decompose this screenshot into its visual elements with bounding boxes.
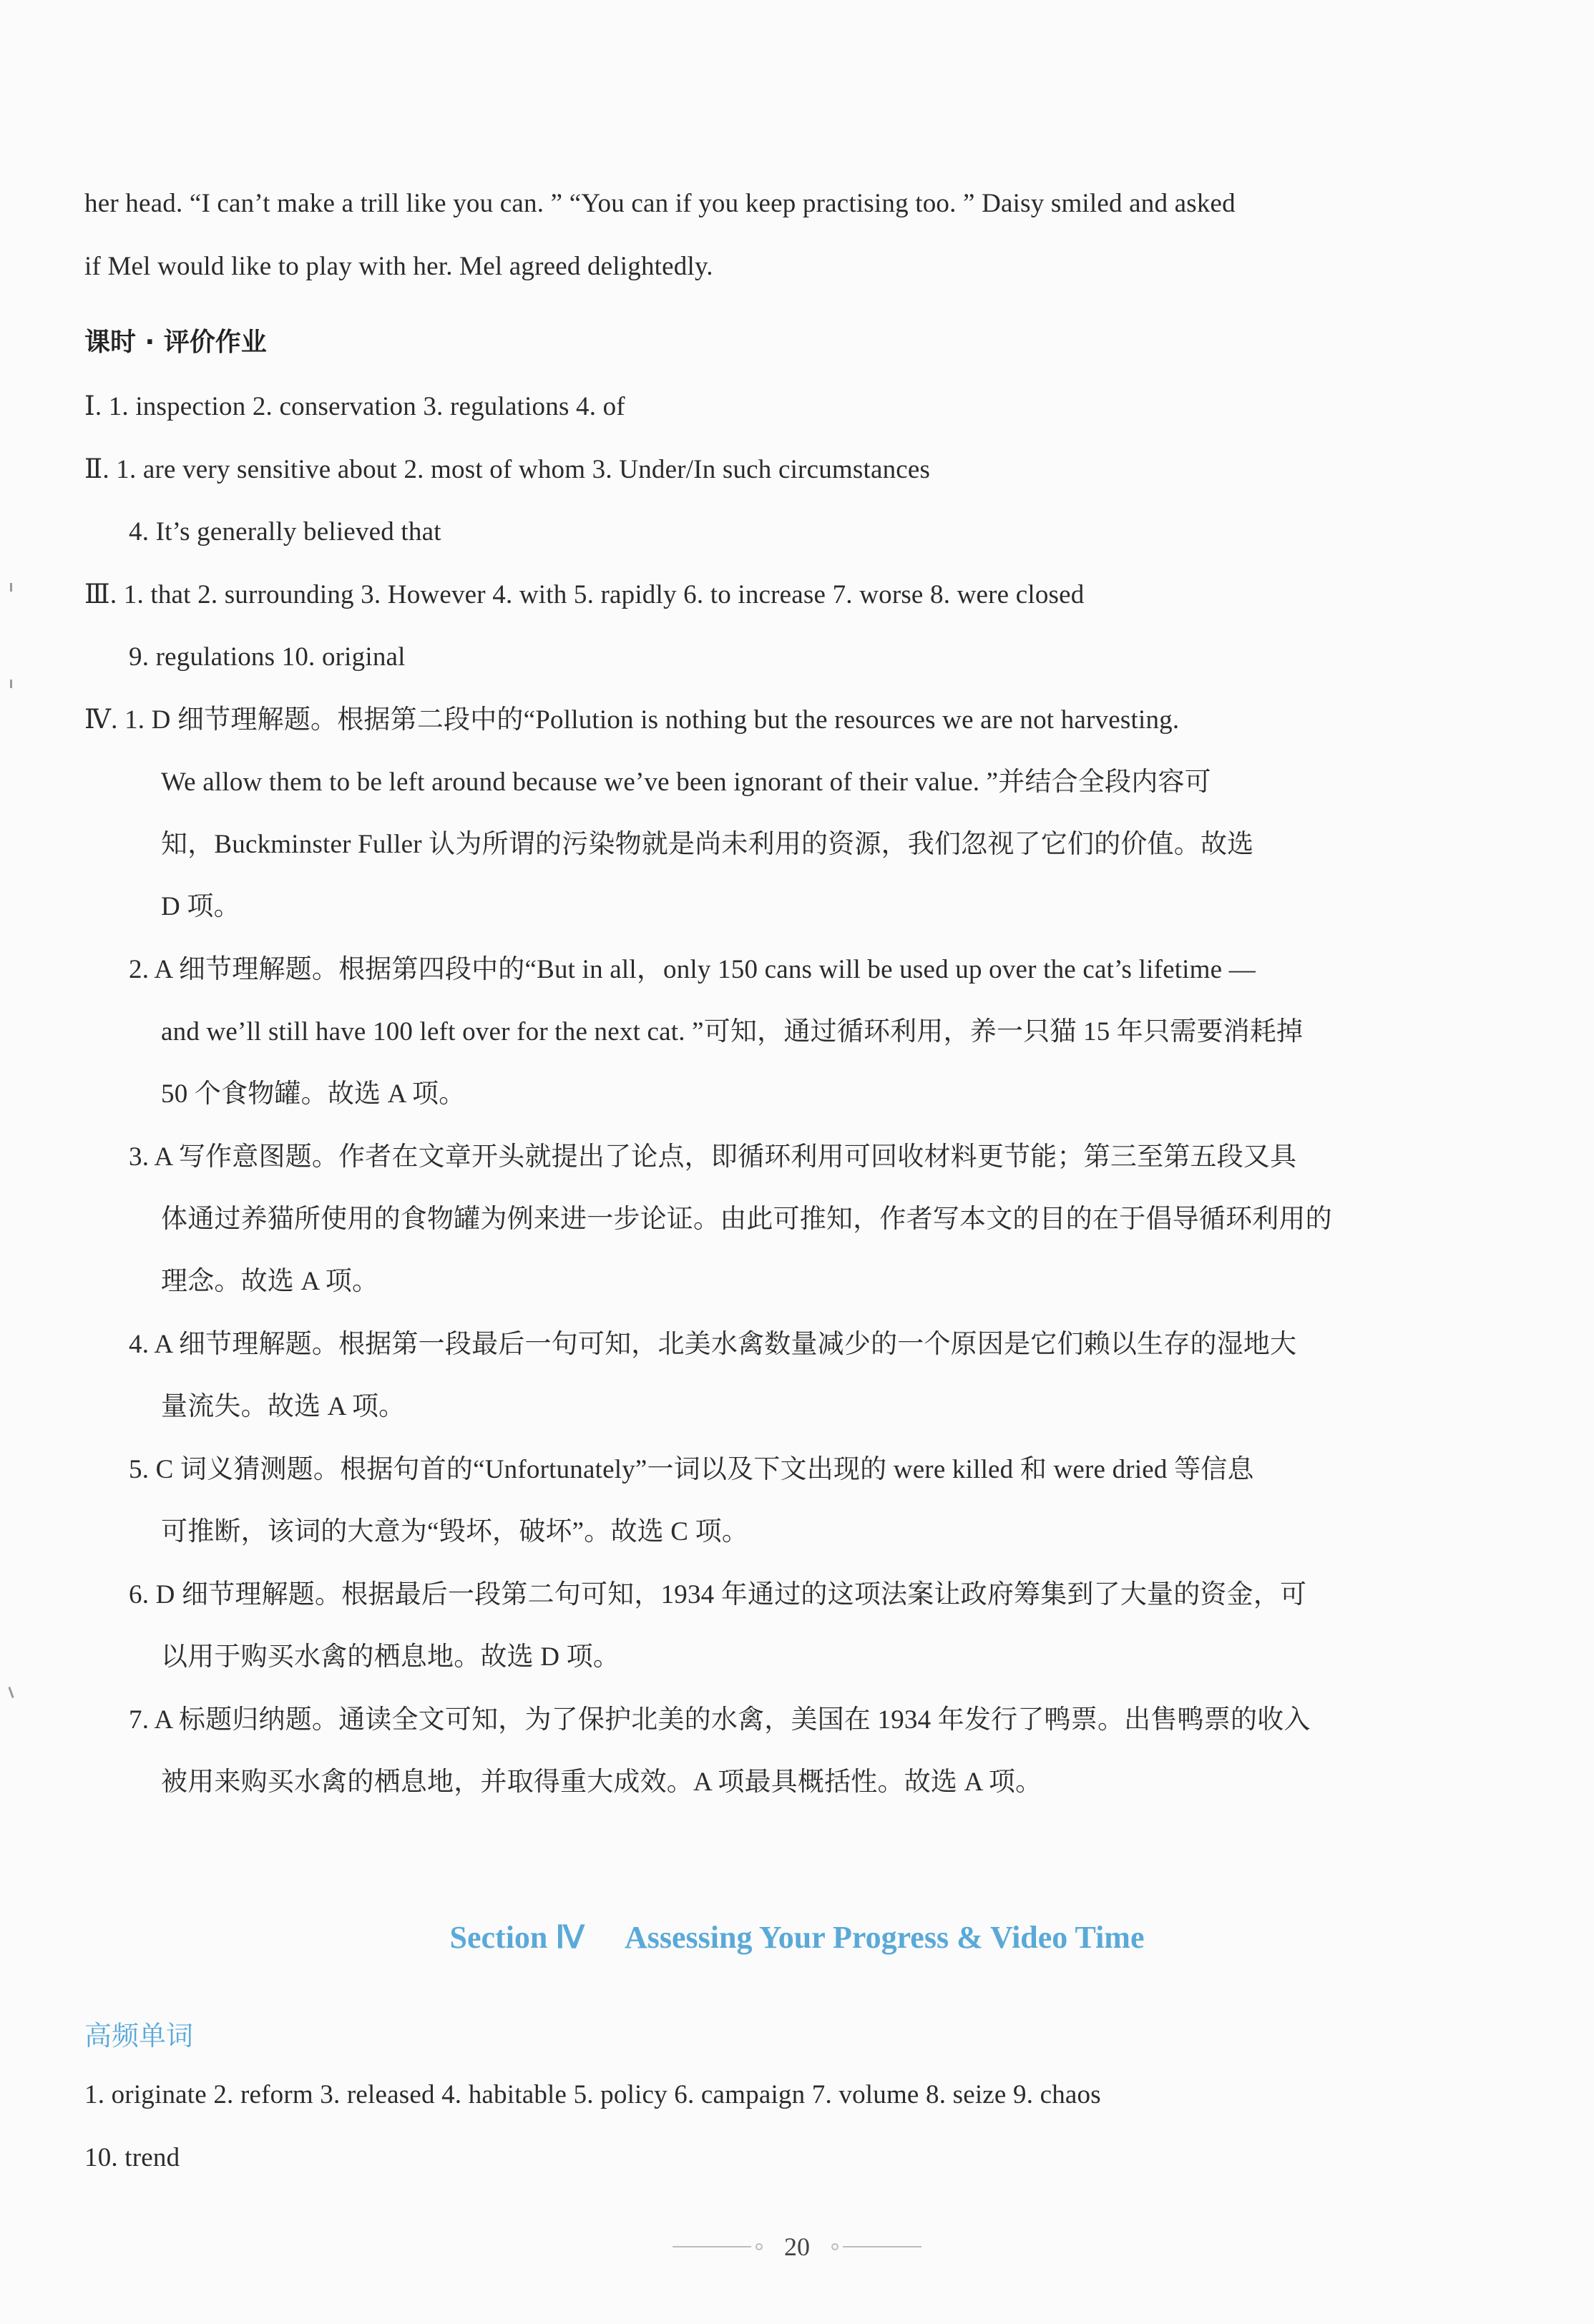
- answer-q3-line: 理念。故选 A 项。: [161, 1267, 379, 1296]
- footer-rule-left: [673, 2246, 751, 2247]
- answer-q4-line: 量流失。故选 A 项。: [161, 1392, 406, 1421]
- word-list-line: 1. originate 2. reform 3. released 4. habitable 5. policy 6. campaign 7. volume 8. seize 9. chaos: [84, 2080, 1101, 2109]
- page-number: 20: [784, 2232, 810, 2261]
- answer-line-part2: Ⅱ. 1. are very sensitive about 2. most of whom 3. Under/In such circumstances: [84, 455, 931, 484]
- answer-q1-line: D 项。: [161, 892, 240, 921]
- answer-q1-line: We allow them to be left around because we’ve been ignorant of their value. ”并结合全段内容可: [161, 768, 1211, 797]
- answer-line-part3: Ⅲ. 1. that 2. surrounding 3. However 4. with 5. rapidly 6. to increase 7. worse 8. were closed: [84, 580, 1085, 609]
- answer-q1-line: Ⅳ. 1. D 细节理解题。根据第二段中的“Pollution is nothing but the resources we are not harvesting.: [84, 705, 1180, 735]
- answer-q4-line: 4. A 细节理解题。根据第一段最后一句可知，北美水禽数量减少的一个原因是它们赖以生存的湿地大: [129, 1330, 1297, 1359]
- footer-rule-right: [843, 2246, 921, 2247]
- answer-q6-line: 6. D 细节理解题。根据最后一段第二句可知，1934 年通过的这项法案让政府筹集到了大量的资金，可: [129, 1580, 1307, 1609]
- answer-line-part3-cont: 9. regulations 10. original: [129, 642, 406, 672]
- evaluation-heading: 课时 · 评价作业: [84, 328, 267, 357]
- footer-dot-left: [756, 2243, 763, 2250]
- answer-q6-line: 以用于购买水禽的栖息地。故选 D 项。: [161, 1642, 620, 1672]
- subheading-high-frequency-words: 高频单词: [84, 2020, 194, 2051]
- scan-mark: [10, 680, 12, 688]
- answer-q3-line: 体通过养猫所使用的食物罐为例来进一步论证。由此可推知，作者写本文的目的在于倡导循环利用的: [161, 1205, 1332, 1234]
- answer-q3-line: 3. A 写作意图题。作者在文章开头就提出了论点，即循环利用可回收材料更节能；第三至第五段又具: [129, 1142, 1297, 1172]
- answer-q2-line: 50 个食物罐。故选 A 项。: [161, 1079, 466, 1109]
- answer-line-part1: Ⅰ. 1. inspection 2. conservation 3. regulations 4. of: [84, 392, 625, 421]
- answer-q2-line: and we’ll still have 100 left over for the next cat. ”可知，通过循环利用，养一只猫 15 年只需要消耗掉: [161, 1017, 1304, 1046]
- section-name: Assessing Your Progress & Video Time: [625, 1920, 1145, 1955]
- paragraph-line: if Mel would like to play with her. Mel agreed delightedly.: [84, 252, 713, 281]
- answer-line-part2-cont: 4. It’s generally believed that: [129, 517, 441, 546]
- answer-q5-line: 可推断，该词的大意为“毁坏，破坏”。故选 C 项。: [161, 1517, 749, 1546]
- section-label: Section Ⅳ: [449, 1920, 585, 1955]
- answer-q2-line: 2. A 细节理解题。根据第四段中的“But in all，only 150 cans will be used up over the cat’s lifetime —: [129, 955, 1256, 984]
- word-list-line: 10. trend: [84, 2143, 180, 2172]
- paragraph-line: her head. “I can’t make a trill like you can. ” “You can if you keep practising too. ” Daisy smiled and asked: [84, 189, 1236, 218]
- scan-mark: [8, 1687, 14, 1698]
- section-title: [0, 1919, 1594, 1956]
- page-footer: [0, 2229, 1594, 2262]
- answer-q5-line: 5. C 词义猜测题。根据句首的“Unfortunately”一词以及下文出现的 were killed 和 were dried 等信息: [129, 1455, 1254, 1484]
- answer-q7-line: 被用来购买水禽的栖息地，并取得重大成效。A 项最具概括性。故选 A 项。: [161, 1767, 1042, 1797]
- answer-q7-line: 7. A 标题归纳题。通读全文可知，为了保护北美的水禽，美国在 1934 年发行了鸭票。出售鸭票的收入: [129, 1705, 1311, 1735]
- scan-mark: [10, 583, 12, 592]
- footer-dot-right: [831, 2243, 838, 2250]
- answer-q1-line: 知，Buckminster Fuller 认为所谓的污染物就是尚未利用的资源，我们忽视了它们的价值。故选: [161, 830, 1254, 859]
